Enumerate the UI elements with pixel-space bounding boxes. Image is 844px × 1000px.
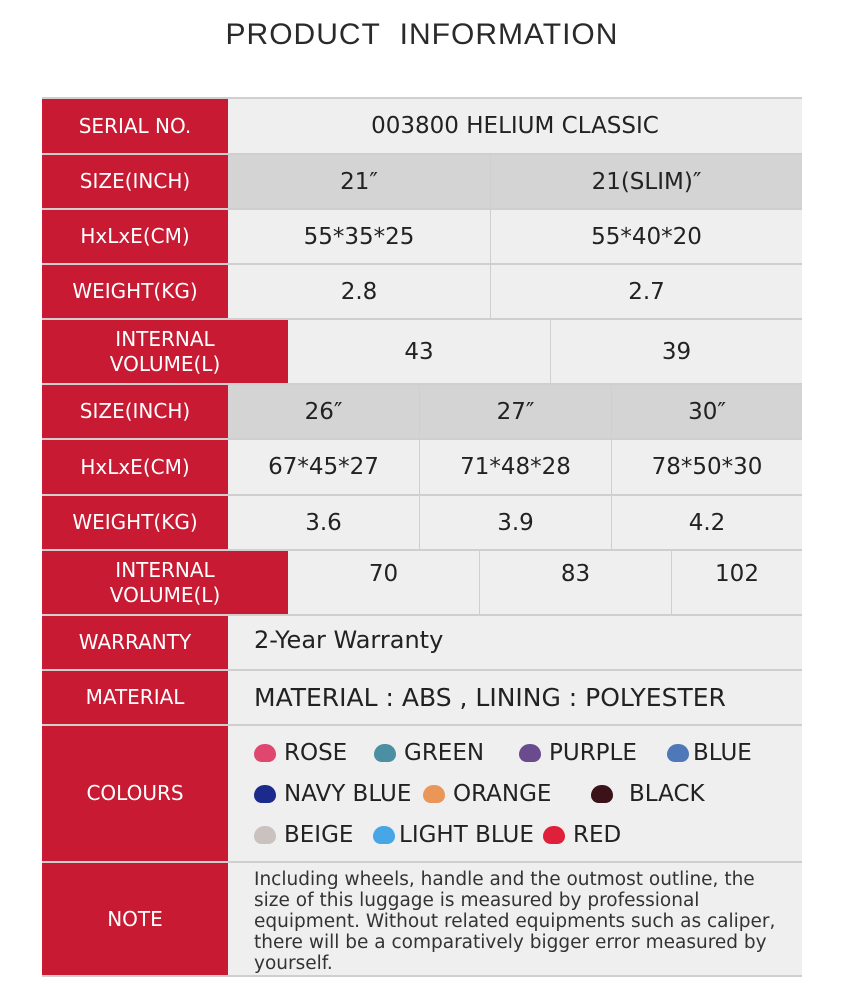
colour-dot-icon (423, 785, 445, 803)
colour-name: GREEN (404, 740, 485, 766)
warranty-row (42, 614, 802, 669)
weight-value: 3.6 (305, 509, 342, 536)
colour-swatch (543, 822, 621, 848)
weight-value: 4.2 (611, 496, 802, 549)
dims-row-1 (42, 208, 802, 263)
volume-label: INTERNAL VOLUME(L) (42, 551, 288, 614)
colours-row (42, 724, 802, 861)
weight-value: 3.9 (419, 496, 611, 549)
dims-value: 78*50*30 (611, 440, 802, 494)
colour-dot-icon (519, 744, 541, 762)
serial-value: 003800 HELIUM CLASSIC (371, 113, 659, 139)
colour-name: BLACK (629, 781, 705, 807)
colour-swatch (254, 740, 347, 766)
weight-value: 2.7 (490, 265, 802, 318)
size-value: 30″ (611, 385, 802, 438)
colour-list (228, 726, 802, 861)
warranty-value: 2-Year Warranty (254, 626, 444, 654)
colour-swatch (254, 781, 411, 807)
page-title: PRODUCT INFORMATION (225, 18, 619, 51)
colour-swatch (374, 740, 484, 766)
volume-label: INTERNAL VOLUME(L) (42, 320, 288, 383)
material-label: MATERIAL (42, 671, 228, 724)
colour-name: PURPLE (549, 740, 637, 766)
colour-swatch (423, 781, 551, 807)
size-value: 21(SLIM)″ (490, 155, 802, 208)
material-value: MATERIAL : ABS , LINING : POLYESTER (254, 683, 726, 712)
colour-swatch (591, 781, 705, 807)
colour-name: RED (573, 822, 622, 848)
volume-value: 83 (479, 551, 671, 614)
note-label: NOTE (42, 863, 228, 975)
colour-dot-icon (543, 826, 565, 844)
colour-swatch (373, 822, 534, 848)
colour-name: BEIGE (284, 822, 354, 848)
weight-row-2 (42, 494, 802, 549)
colour-dot-icon (374, 744, 396, 762)
weight-label: WEIGHT(KG) (42, 265, 228, 318)
weight-label: WEIGHT(KG) (42, 496, 228, 549)
dims-value: 71*48*28 (419, 440, 611, 494)
colour-name: ORANGE (453, 781, 552, 807)
colour-name: ROSE (284, 740, 348, 766)
size-label: SIZE(INCH) (42, 155, 228, 208)
weight-row-1 (42, 263, 802, 318)
note-row (42, 861, 802, 975)
colour-name: NAVY BLUE (284, 781, 412, 807)
volume-value: 39 (550, 320, 802, 383)
material-row (42, 669, 802, 724)
dims-label: HxLxE(CM) (42, 210, 228, 263)
colour-name: BLUE (693, 740, 752, 766)
dims-value: 55*35*25 (303, 223, 415, 250)
volume-row-2 (42, 549, 802, 614)
colour-swatch (254, 822, 353, 848)
colour-name: LIGHT BLUE (399, 822, 534, 848)
colour-dot-icon (591, 785, 613, 803)
size-label: SIZE(INCH) (42, 385, 228, 438)
serial-label: SERIAL NO. (42, 99, 228, 153)
warranty-label: WARRANTY (42, 616, 228, 669)
colour-dot-icon (254, 785, 276, 803)
size-value: 26″ (228, 385, 419, 438)
dims-row-2 (42, 438, 802, 494)
size-value: 21″ (228, 155, 490, 208)
volume-value: 43 (404, 338, 434, 365)
serial-row (42, 97, 802, 153)
colour-dot-icon (254, 826, 276, 844)
dims-label: HxLxE(CM) (42, 440, 228, 494)
colour-swatch (519, 740, 637, 766)
colour-dot-icon (373, 826, 395, 844)
volume-value: 102 (671, 551, 802, 614)
size-value: 27″ (419, 385, 611, 438)
colours-label: COLOURS (42, 726, 228, 861)
colour-dot-icon (667, 744, 689, 762)
dims-value: 67*45*27 (268, 454, 379, 480)
volume-row-1 (42, 318, 802, 383)
note-text: Including wheels, handle and the outmost outline, the size of this luggage is measured by professional equipment. Without related equipments such as caliper, there will be a comparatively bigger error measured by yourself. (228, 863, 802, 975)
size-row-2 (42, 383, 802, 438)
weight-value: 2.8 (340, 278, 378, 305)
colour-dot-icon (254, 744, 276, 762)
size-row-1 (42, 153, 802, 208)
dims-value: 55*40*20 (490, 210, 802, 263)
table-bottom-border (42, 975, 802, 977)
colour-swatch (667, 740, 752, 766)
volume-value: 70 (368, 561, 399, 587)
